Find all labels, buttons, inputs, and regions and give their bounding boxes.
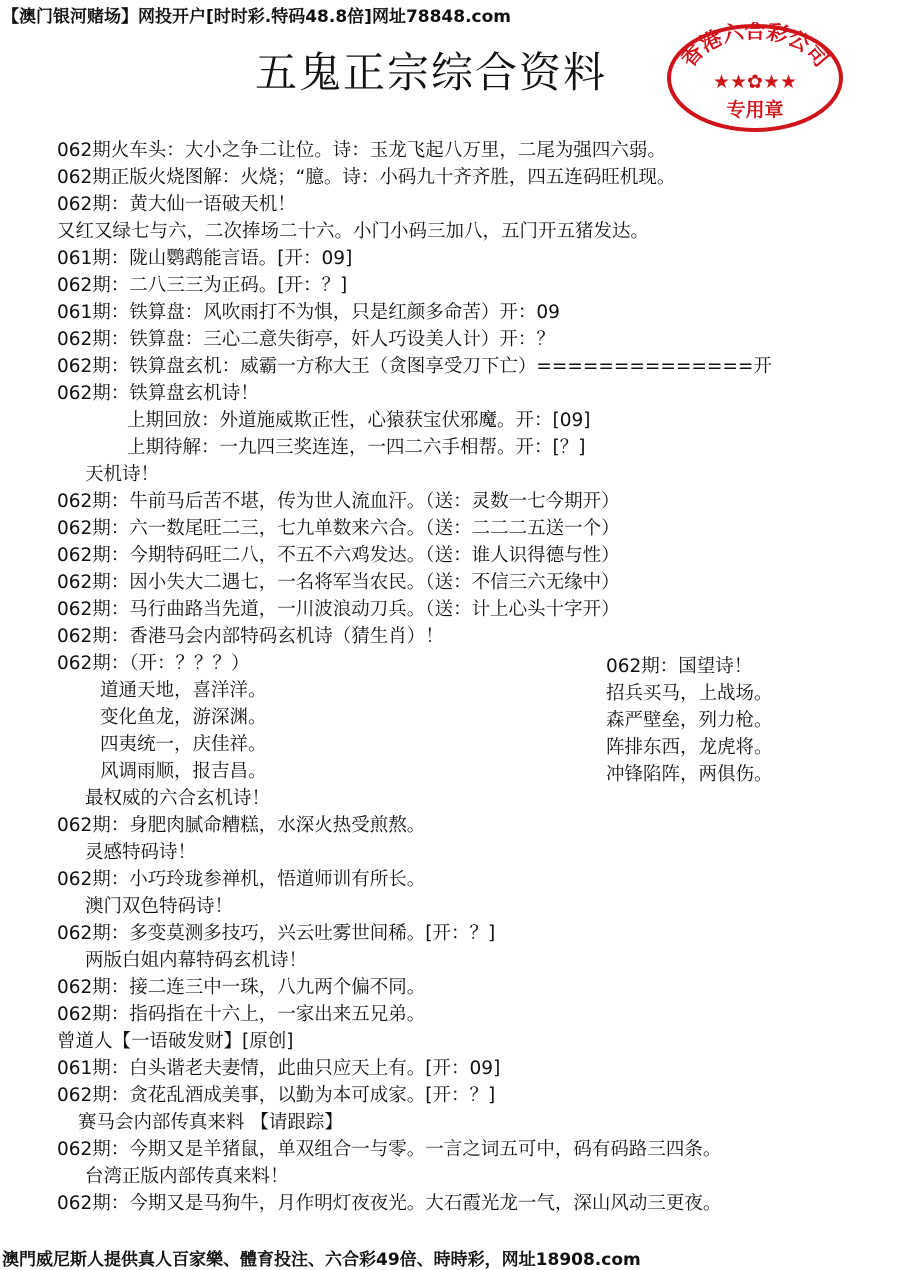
text-line: 062期：香港马会内部特码玄机诗（猜生肖）！: [57, 626, 444, 647]
text-line: 062期：贪花乱酒成美事，以勤为本可成家。[开：？]: [57, 1085, 496, 1106]
side-poem-line: 阵排东西，龙虎将。: [606, 737, 773, 758]
poem-line: 道通天地，喜洋洋。: [100, 680, 267, 701]
text-line: 062期：黄大仙一语破天机！: [57, 194, 296, 215]
text-line: 061期：陇山鹦鹉能言语。[开：09]: [57, 248, 353, 269]
section-heading: 两版白姐内幕特码玄机诗！: [85, 950, 308, 971]
text-line: 062期：小巧玲珑参禅机，悟道师训有所长。: [57, 869, 426, 890]
text-line: 062期：（开：？？？）: [57, 653, 250, 674]
text-line: 062期：指码指在十六上，一家出来五兄弟。: [57, 1004, 426, 1025]
text-line: 062期：多变莫测多技巧，兴云吐雾世间稀。[开：？]: [57, 923, 496, 944]
text-line: 062期正版火烧图解：火烧；“臆。诗：小码九十齐齐胜，四五连码旺机现。: [57, 167, 676, 188]
poem-line: 四夷统一，庆佳祥。: [100, 734, 267, 755]
page-title: 五鬼正宗综合资料: [255, 48, 608, 97]
text-line: 062期：二八三三为正码。[开：？]: [57, 275, 348, 296]
section-heading: 曾道人【一语破发财】[原创]: [57, 1031, 294, 1052]
text-line: 062期：接二连三中一珠，八九两个偏不同。: [57, 977, 426, 998]
section-heading: 赛马会内部传真来料 【请跟踪】: [78, 1112, 343, 1133]
text-line: 062期：身肥肉腻命糟糕，水深火热受煎熬。: [57, 815, 426, 836]
text-line: 上期待解：一九四三奖连连，一四二六手相帮。开：[？]: [127, 437, 586, 458]
side-poem-title: 062期：国望诗！: [606, 656, 753, 677]
side-poem-line: 森严壁垒，列力枪。: [606, 710, 773, 731]
text-line: 062期：因小失大二遇七，一名将军当农民。（送：不信三六无缘中）: [57, 572, 620, 593]
text-line: 062期：六一数尾旺二三，七九单数来六合。（送：二二二五送一个）: [57, 518, 620, 539]
poem-line: 风调雨顺，报吉昌。: [100, 761, 267, 782]
text-line: 062期：铁算盘玄机诗！: [57, 383, 259, 404]
text-line: 上期回放：外道施威欺正性，心猿获宝伏邪魔。开：[09]: [127, 410, 591, 431]
text-line: 062期：马行曲路当先道，一川波浪动刀兵。（送：计上心头十字开）: [57, 599, 620, 620]
section-heading: 天机诗！: [85, 464, 160, 485]
text-line: 061期：白头谐老夫妻情，此曲只应天上有。[开：09]: [57, 1058, 501, 1079]
seal-label: 专用章: [726, 99, 784, 121]
text-line: 062期：牛前马后苦不堪，传为世人流血汗。（送：灵数一七今期开）: [57, 491, 620, 512]
text-line: 062期：今期特码旺二八，不五不六鸡发达。（送：谁人识得德与性）: [57, 545, 620, 566]
company-seal-stamp: [665, 22, 845, 134]
seal-org-text: 香港六合彩公司: [676, 22, 834, 72]
text-line: 062期：今期又是马狗牛，月作明灯夜夜光。大石霞光龙一气，深山风动三更夜。: [57, 1193, 722, 1214]
svg-text:香港六合彩公司: [676, 22, 833, 71]
text-line: 062期火车头：大小之争二让位。诗：玉龙飞起八万里，二尾为强四六弱。: [57, 140, 666, 161]
text-line: 061期：铁算盘：风吹雨打不为惧，只是红颜多命苦）开：09: [57, 302, 560, 323]
section-heading: 灵感特码诗！: [85, 842, 197, 863]
bottom-ad-banner[interactable]: 澳門威尼斯人提供真人百家樂、體育投注、六合彩49倍、時時彩，网址18908.com: [2, 1250, 641, 1270]
text-line: 062期：今期又是羊猪鼠，单双组合一与零。一言之词五可中，码有码路三四条。: [57, 1139, 722, 1160]
section-heading: 台湾正版内部传真来料！: [85, 1166, 289, 1187]
side-poem-line: 招兵买马，上战场。: [606, 683, 773, 704]
side-poem-line: 冲锋陷阵，两俱伤。: [606, 764, 773, 785]
text-line: 062期：铁算盘玄机：威霸一方称大王（贪图享受刀下亡）==============开: [57, 356, 772, 377]
section-heading: 最权威的六合玄机诗！: [85, 788, 271, 809]
top-ad-banner[interactable]: 【澳门银河赌场】网投开户[时时彩.特码48.8倍]网址78848.com: [2, 7, 512, 27]
text-line: 062期：铁算盘：三心二意失街亭，奸人巧设美人计）开：？: [57, 329, 555, 350]
poem-line: 变化鱼龙，游深渊。: [100, 707, 267, 728]
section-heading: 澳门双色特码诗！: [85, 896, 234, 917]
text-line: 又红又绿七与六，二次捧场二十六。小门小码三加八，五门开五猪发达。: [57, 221, 650, 242]
seal-stars: ★★✿★★: [712, 71, 798, 93]
